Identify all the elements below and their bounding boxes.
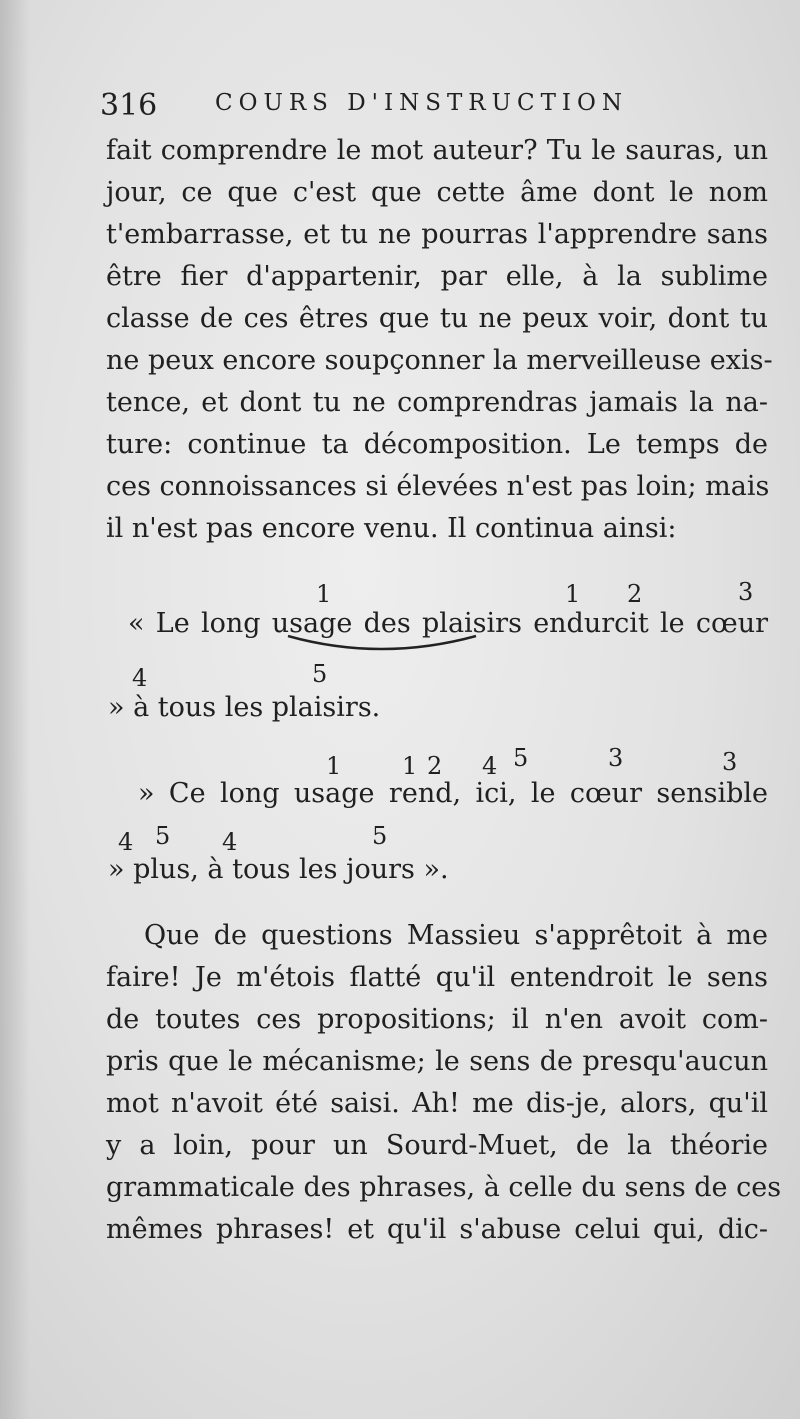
word-index-number: 5 [312,660,328,688]
running-title: COURS D'INSTRUCTION [215,90,628,116]
word-index-number: 4 [132,664,148,692]
word-index-number: 5 [513,744,529,772]
text-line: mêmes phrases! et qu'il s'abuse celui qui, dic- [106,1214,768,1245]
word-index-number: 1 [326,752,342,780]
text-line: grammaticale des phrases, à celle du sens de ces [106,1172,782,1203]
word-index-number: 4 [482,752,498,780]
example-line: » plus, à tous les jours ». [108,854,449,885]
text-line: ture: continue ta décomposition. Le temps de [106,429,768,460]
page-gutter-shadow [0,0,30,1419]
text-line: y a loin, pour un Sourd-Muet, de la théorie [106,1130,768,1161]
example-line: » Ce long usage rend, ici, le cœur sensible [138,778,768,809]
grouping-arc [286,628,486,658]
word-index-number: 3 [738,578,754,606]
word-index-number: 4 [222,828,238,856]
word-index-number: 5 [372,822,388,850]
word-index-number: 1 [565,580,581,608]
grouping-arc-path [288,636,476,649]
text-line: être fier d'appartenir, par elle, à la sublime [106,261,768,292]
word-index-number: 1 [316,580,332,608]
running-head [100,88,720,128]
text-line: de toutes ces propositions; il n'en avoit com- [106,1004,768,1035]
text-line: faire! Je m'étois flatté qu'il entendroit le sens [106,962,768,993]
text-line: il n'est pas encore venu. Il continua ainsi: [106,513,677,544]
word-index-number: 1 [402,752,418,780]
text-line: classe de ces êtres que tu ne peux voir, dont tu [106,303,768,334]
text-line: jour, ce que c'est que cette âme dont le nom [106,177,768,208]
text-line: fait comprendre le mot auteur? Tu le sauras, un [106,135,768,166]
text-line: t'embarrasse, et tu ne pourras l'apprendre sans [106,219,768,250]
word-index-number: 3 [608,744,624,772]
page-number: 316 [100,88,158,123]
text-line: mot n'avoit été saisi. Ah! me dis-je, alors, qu'il [106,1088,768,1119]
example-line: » à tous les plaisirs. [108,692,381,723]
word-index-number: 2 [427,752,443,780]
text-line: Que de questions Massieu s'apprêtoit à me [144,920,768,951]
word-index-number: 5 [155,822,171,850]
text-line: tence, et dont tu ne comprendras jamais la na- [106,387,768,418]
example-line: « Le long usage des plaisirs endurcit le cœur [128,608,768,639]
text-line: ces connoissances si élevées n'est pas loin; mais [106,471,770,502]
word-index-number: 3 [722,748,738,776]
word-index-number: 2 [627,580,643,608]
text-line: pris que le mécanisme; le sens de presqu'aucun [106,1046,768,1077]
text-line: ne peux encore soupçonner la merveilleuse exis- [106,345,773,376]
word-index-number: 4 [118,828,134,856]
